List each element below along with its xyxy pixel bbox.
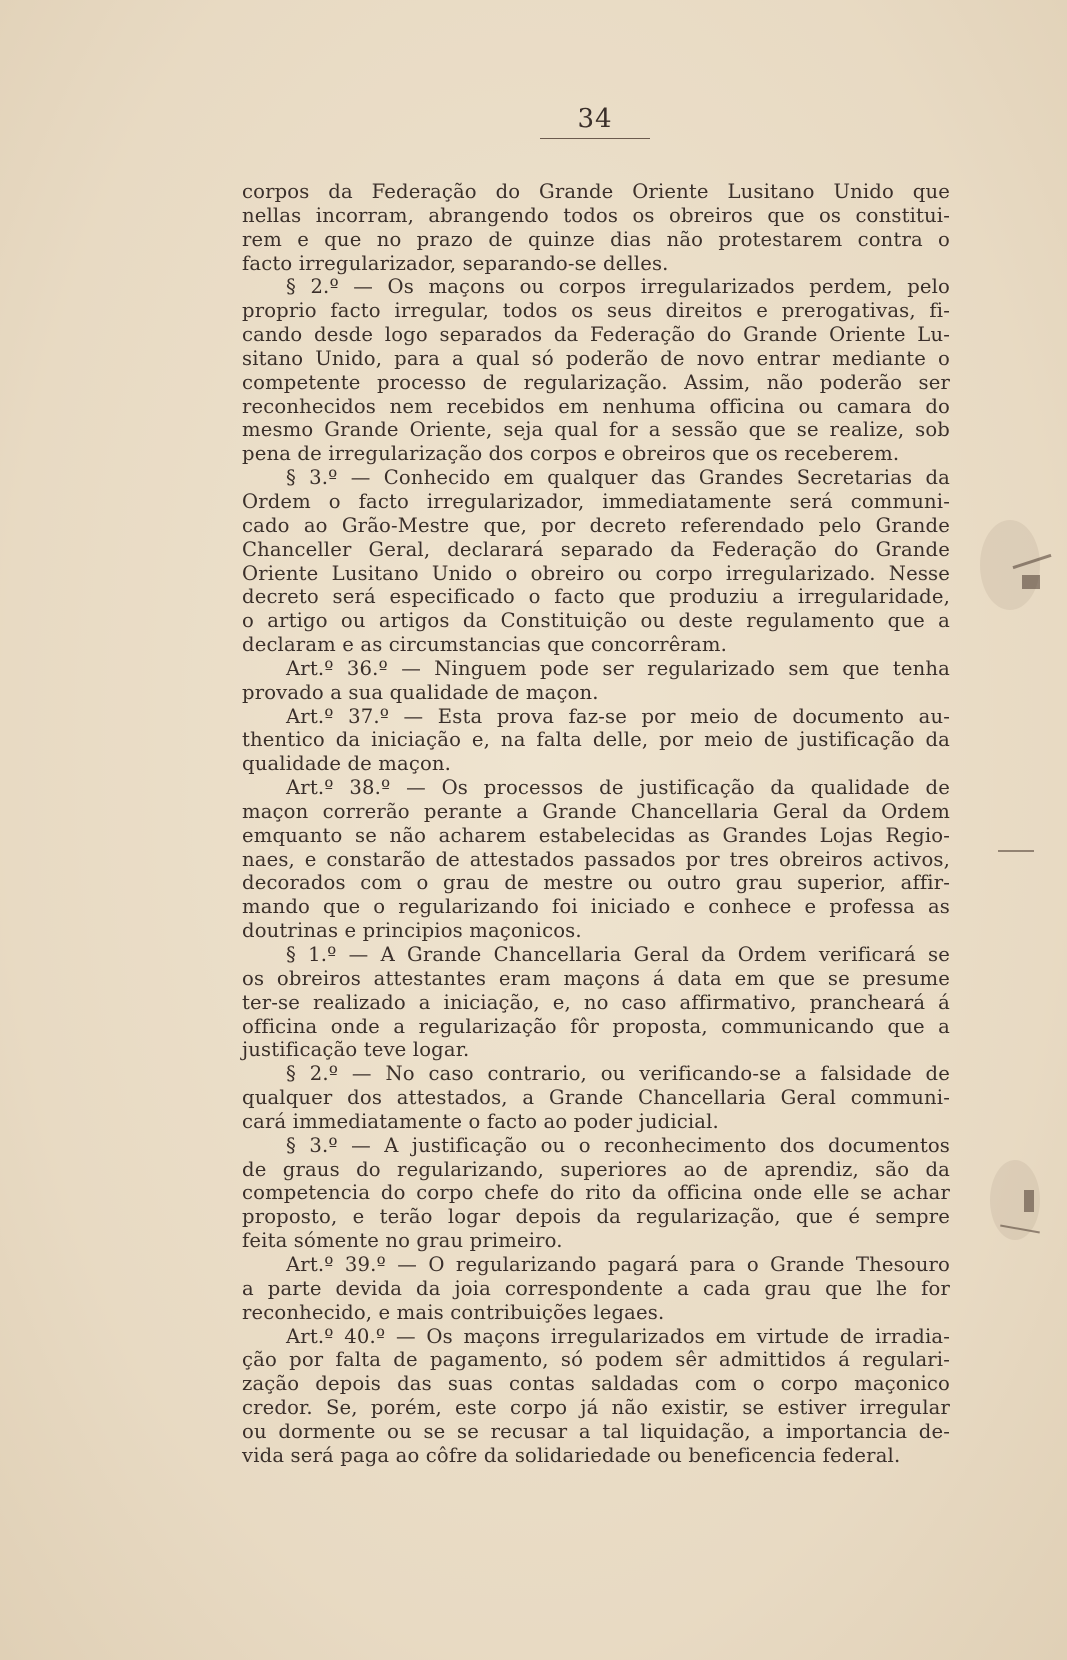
text-line: nellas incorram, abrangendo todos os obreiros que os constitui- [242,203,950,227]
page-number-rule [540,138,650,139]
text-line: os obreiros attestantes eram maçons á data em que se presume [242,966,950,990]
text-line: credor. Se, porém, este corpo já não existir, se estiver irregular [242,1396,950,1420]
text-line: qualquer dos attestados, a Grande Chancellaria Geral communi- [242,1086,950,1110]
text-line: Oriente Lusitano Unido o obreiro ou corpo irregularizado. Nesse [242,561,950,585]
text-line: justificação teve logar. [242,1038,470,1062]
text-line: competencia do corpo chefe do rito da officina onde elle se achar [242,1181,950,1205]
text-line: a parte devida da joia correspondente a cada grau que lhe for [242,1276,950,1300]
text-line: declaram e as circumstancias que concorrêram. [242,633,727,657]
text-line: § 3.º — A justificação ou o reconhecimento dos documentos [286,1133,950,1157]
text-line: § 3.º — Conhecido em qualquer das Grandes Secretarias da [286,466,950,490]
text-line: maçon correrão perante a Grande Chancellaria Geral da Ordem [242,799,950,823]
text-line: Art.º 40.º — Os maçons irregularizados em virtude de irradia- [286,1324,950,1348]
text-line: pena de irregularização dos corpos e obreiros que os receberem. [242,442,900,466]
text-line: proprio facto irregular, todos os seus direitos e prerogativas, fi- [242,299,950,323]
text-line: corpos da Federação do Grande Oriente Lusitano Unido que [242,180,950,203]
text-line: qualidade de maçon. [242,752,452,776]
text-line: thentico da iniciação e, na falta delle, por meio de justificação da [242,728,950,752]
text-line: proposto, e terão logar depois da regularização, que é sempre [242,1205,950,1229]
text-line: feita sómente no grau primeiro. [242,1229,563,1253]
text-line: § 2.º — No caso contrario, ou verificando-se a falsidade de [286,1062,950,1086]
text-line: mesmo Grande Oriente, seja qual for a sessão que se realize, sob [242,418,950,442]
text-line: § 1.º — A Grande Chancellaria Geral da Ordem verificará se [286,943,950,966]
text-line: cará immediatamente o facto ao poder judicial. [242,1109,719,1133]
paper-stain [980,520,1040,610]
text-line: Chanceller Geral, declarará separado da Federação do Grande [242,537,950,561]
text-line: decorados com o grau de mestre ou outro grau superior, affir- [242,871,950,895]
text-line: mando que o regularizando foi iniciado e conhece e professa as [242,895,950,919]
edge-mark [998,850,1034,852]
text-line: ção por falta de pagamento, só podem sêr admittidos á regulari- [242,1348,950,1372]
text-line: doutrinas e principios maçonicos. [242,919,582,943]
text-line: competente processo de regularização. Assim, não poderão ser [242,370,950,394]
text-line: rem e que no prazo de quinze dias não protestarem contra o [242,227,950,251]
page-number: 34 [577,104,613,134]
text-line: zação depois das suas contas saldadas com o corpo maçonico [242,1372,950,1396]
text-line: decreto será especificado o facto que produziu a irregularidade, [242,585,950,609]
text-line: o artigo ou artigos da Constituição ou deste regulamento que a [242,609,950,633]
text-line: sitano Unido, para a qual só poderão de novo entrar mediante o [242,346,950,370]
edge-mark [1022,575,1040,589]
text-line: de graus do regularizando, superiores ao de aprendiz, são da [242,1157,950,1181]
text-line: cando desde logo separados da Federação do Grande Oriente Lu- [242,323,950,347]
edge-mark [1024,1190,1034,1212]
text-line: Art.º 38.º — Os processos de justificação da qualidade de [286,776,950,800]
text-line: Ordem o facto irregularizador, immediatamente será communi- [242,489,950,513]
text-line: reconhecidos nem recebidos em nenhuma officina ou camara do [242,394,950,418]
text-line: § 2.º — Os maçons ou corpos irregularizados perdem, pelo [286,275,950,299]
text-line: provado a sua qualidade de maçon. [242,680,599,704]
text-line: Art.º 36.º — Ninguem pode ser regularizado sem que tenha [286,656,950,680]
text-line: Art.º 39.º — O regularizando pagará para o Grande Thesouro [286,1252,950,1276]
text-line: ter-se realizado a iniciação, e, no caso affirmativo, prancheará á [242,990,950,1014]
text-line: facto irregularizador, separando-se delles. [242,251,669,275]
text-line: vida será paga ao côfre da solidariedade ou beneficencia federal. [242,1443,901,1467]
body-text [242,180,950,1468]
text-line: reconhecido, e mais contribuições legaes. [242,1300,665,1324]
text-line: cado ao Grão-Mestre que, por decreto referendado pelo Grande [242,513,950,537]
text-line: officina onde a regularização fôr proposta, communicando que a [242,1014,950,1038]
text-line: naes, e constarão de attestados passados por tres obreiros activos, [242,847,950,871]
text-line: Art.º 37.º — Esta prova faz-se por meio de documento au- [286,704,950,728]
text-line: ou dormente ou se se recusar a tal liquidação, a importancia de- [242,1419,950,1443]
text-line: emquanto se não acharem estabelecidas as Grandes Lojas Regio- [242,823,950,847]
